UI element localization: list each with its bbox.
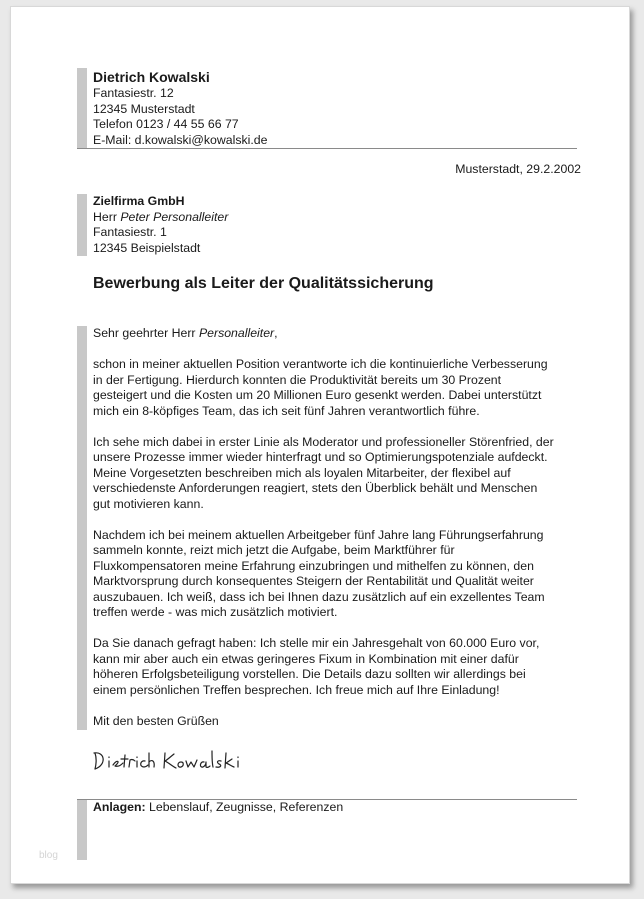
sender-street: Fantasiestr. 12 [93,86,174,100]
sender-divider [77,148,577,149]
handwritten-signature [91,745,251,775]
sender-margin-bar [77,68,87,148]
sender-address [93,68,267,148]
paragraph-line: höheren Erfolgsbeteiligung vorstellen. Die Details dazu sollten wir allerdings bei [93,667,526,681]
paragraph-line: Fluxkompensatoren meine Erfahrung einzubringen und mithelfen zu können, den [93,558,534,573]
paragraph-line: Ich sehe mich dabei in erster Linie als Moderator und professioneller Störenfried, der [93,434,554,449]
paragraph-line: gesteigert und die Kosten um 20 Millionen Euro gesenkt werden. Dabei unterstützt [93,388,542,402]
paragraph-line: verschiedenste Anforderungen reagiert, stets den Überblick behält und Menschen [93,481,538,495]
paragraph-line: in der Fertigung. Hierdurch konnten die Produktivität bereits um 30 Prozent [93,372,502,387]
paragraph-line: schon in meiner aktuellen Position verantworte ich die kontinuierliche Verbesserung [93,357,548,371]
paragraph-line: einem persönlichen Treffen besprechen. Ich freue mich auf Ihre Einladung! [93,682,500,697]
body-margin-bar [77,326,87,730]
recipient-contact-prefix: Herr [93,209,121,224]
closing: Mit den besten Grüßen [93,713,219,728]
paragraph-line: kann mir aber auch ein etwas geringeres Fixum in Kombination mit einer dafür [93,651,519,666]
paragraph-line: unsere Prozesse immer wieder hinterfragt und so Optimierungspotenziale aufdeckt. [93,450,548,464]
paragraph-line: Meine Vorgesetzten beschreiben mich als loyalen Mitarbeiter, der flexibel auf [93,465,511,480]
attachments-line [93,800,343,814]
attachments-label: Anlagen: [93,800,146,814]
paragraph-line: auszubauen. Ich weiß, dass ich bei Ihnen dazu zusätzlich auf ein exzellentes Team [93,589,545,604]
paragraph-line: Da Sie danach gefragt haben: Ich stelle mir ein Jahresgehalt von 60.000 Euro vor, [93,636,540,650]
salutation-suffix: , [274,326,278,340]
letter-page [10,6,630,884]
recipient-margin-bar [77,194,87,256]
recipient-address [93,194,228,256]
letter-date: Musterstadt, 29.2.2002 [455,162,581,176]
paragraph-line: Nachdem ich bei meinem aktuellen Arbeitgeber fünf Jahre lang Führungserfahrung [93,527,544,542]
attachments-margin-bar [77,800,87,860]
sender-name: Dietrich Kowalski [93,69,210,85]
paragraph-2 [93,435,573,513]
sender-email: E-Mail: d.kowalski@kowalski.de [93,132,268,147]
salutation-prefix: Sehr geehrter Herr [93,326,199,340]
letter-body [93,326,573,745]
paragraph-line: gut motivieren kann. [93,496,204,511]
recipient-company: Zielfirma GmbH [93,194,185,208]
paragraph-line: Marktvorsprung durch konsequentes Steigern der Rentabilität und Qualität weiter [93,574,534,588]
paragraph-3 [93,528,573,621]
recipient-street: Fantasiestr. 1 [93,225,167,239]
recipient-contact-name: Peter Personalleiter [120,209,229,224]
attachments-items: Lebenslauf, Zeugnisse, Referenzen [145,800,344,814]
salutation-name: Personalleiter [198,326,275,340]
paragraph-line: sammeln konnte, reizt mich jetzt die Aufgabe, beim Marktführer für [93,543,455,557]
sender-phone: Telefon 0123 / 44 55 66 77 [93,117,239,131]
paragraph-1 [93,357,573,419]
paragraph-4 [93,636,573,698]
watermark: blog [39,850,58,861]
paragraph-line: mich ein 8-köpfiges Team, das ich seit fünf Jahren verantwortlich führe. [93,403,480,418]
paragraph-line: treffen werde - was mich zusätzlich motiviert. [93,605,338,619]
recipient-contact [93,210,228,226]
sender-city: 12345 Musterstadt [93,101,195,116]
recipient-city: 12345 Beispielstadt [93,240,201,255]
salutation [93,326,573,342]
letter-subject: Bewerbung als Leiter der Qualitätssicherung [93,275,434,292]
